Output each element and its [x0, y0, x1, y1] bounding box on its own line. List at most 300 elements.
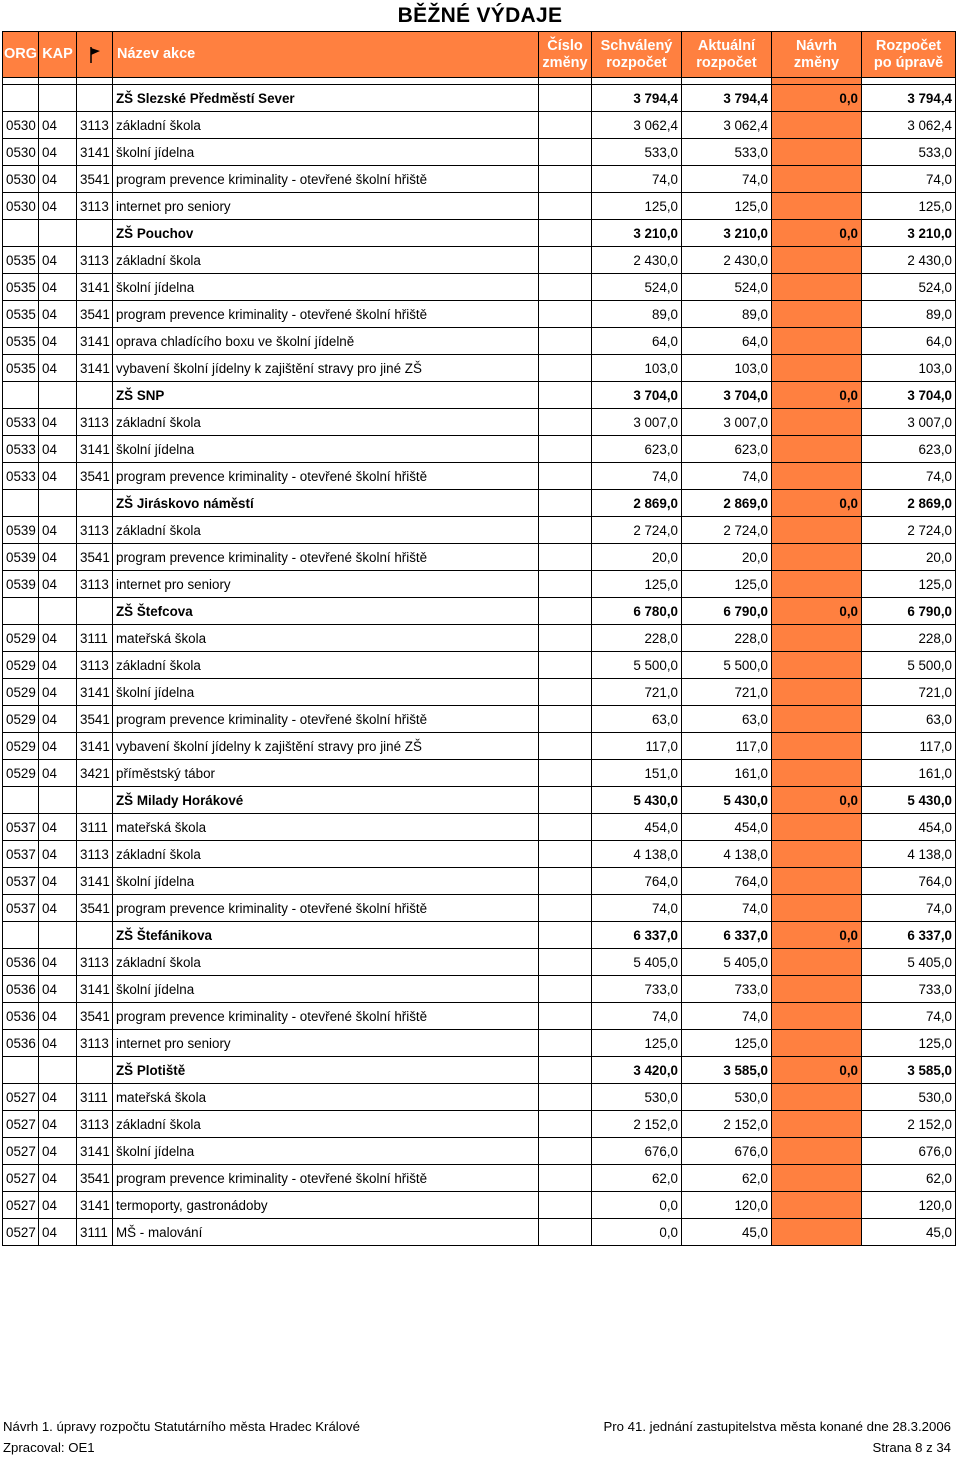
- name-cell: MŠ - malování: [113, 1219, 539, 1246]
- navrh-zmeny-cell: [772, 166, 862, 193]
- name-cell: ZŠ Štefcova: [113, 598, 539, 625]
- paragraf-cell: [77, 85, 113, 112]
- table-row: [3, 1219, 956, 1246]
- org-cell: 0529: [3, 706, 39, 733]
- name-cell: oprava chladícího boxu ve školní jídelně: [113, 328, 539, 355]
- schvaleny-cell: 3 062,4: [592, 112, 682, 139]
- paragraf-cell: 3113: [77, 841, 113, 868]
- rozpocet-po-uprave-cell: 3 062,4: [862, 112, 956, 139]
- aktualni-cell: 125,0: [682, 193, 772, 220]
- org-cell: 0536: [3, 1030, 39, 1057]
- navrh-zmeny-cell: [772, 895, 862, 922]
- rozpocet-po-uprave-cell: 4 138,0: [862, 841, 956, 868]
- kap-cell: 04: [39, 571, 77, 598]
- org-cell: 0539: [3, 571, 39, 598]
- name-cell: příměstský tábor: [113, 760, 539, 787]
- cislo-zmeny-cell: [539, 274, 592, 301]
- navrh-zmeny-cell: [772, 1084, 862, 1111]
- navrh-zmeny-cell: [772, 1192, 862, 1219]
- paragraf-cell: [77, 787, 113, 814]
- org-cell: [3, 490, 39, 517]
- paragraf-cell: 3111: [77, 1219, 113, 1246]
- cislo-zmeny-cell: [539, 976, 592, 1003]
- name-cell: ZŠ Štefánikova: [113, 922, 539, 949]
- aktualni-cell: 721,0: [682, 679, 772, 706]
- cislo-zmeny-cell: [539, 220, 592, 247]
- table-row: [3, 139, 956, 166]
- table-row: [3, 409, 956, 436]
- org-cell: 0537: [3, 895, 39, 922]
- name-cell: základní škola: [113, 517, 539, 544]
- schvaleny-cell: 676,0: [592, 1138, 682, 1165]
- navrh-zmeny-cell: [772, 355, 862, 382]
- schvaleny-cell: 74,0: [592, 166, 682, 193]
- table-row: [3, 652, 956, 679]
- rozpocet-po-uprave-cell: 89,0: [862, 301, 956, 328]
- schvaleny-cell: 5 430,0: [592, 787, 682, 814]
- schvaleny-cell: 64,0: [592, 328, 682, 355]
- cislo-zmeny-cell: [539, 1030, 592, 1057]
- aktualni-cell: 117,0: [682, 733, 772, 760]
- navrh-zmeny-cell: [772, 733, 862, 760]
- kap-cell: [39, 490, 77, 517]
- schvaleny-cell: 63,0: [592, 706, 682, 733]
- kap-cell: [39, 220, 77, 247]
- paragraf-cell: 3113: [77, 652, 113, 679]
- kap-cell: 04: [39, 679, 77, 706]
- aktualni-cell: 4 138,0: [682, 841, 772, 868]
- kap-cell: [39, 787, 77, 814]
- kap-cell: [39, 598, 77, 625]
- navrh-zmeny-cell: [772, 139, 862, 166]
- rozpocet-po-uprave-cell: 74,0: [862, 463, 956, 490]
- table-row: [3, 895, 956, 922]
- name-cell: základní škola: [113, 841, 539, 868]
- rozpocet-po-uprave-cell: 2 869,0: [862, 490, 956, 517]
- cislo-zmeny-cell: [539, 382, 592, 409]
- name-cell: internet pro seniory: [113, 193, 539, 220]
- navrh-zmeny-cell: [772, 571, 862, 598]
- cislo-zmeny-cell: [539, 1165, 592, 1192]
- table-row: [3, 112, 956, 139]
- paragraf-cell: 3541: [77, 301, 113, 328]
- name-cell: ZŠ Slezské Předměstí Sever: [113, 85, 539, 112]
- aktualni-cell: 6 337,0: [682, 922, 772, 949]
- schvaleny-cell: 6 780,0: [592, 598, 682, 625]
- paragraf-cell: 3541: [77, 1003, 113, 1030]
- navrh-zmeny-cell: [772, 517, 862, 544]
- table-row: [3, 706, 956, 733]
- kap-cell: 04: [39, 814, 77, 841]
- aktualni-cell: 3 210,0: [682, 220, 772, 247]
- org-cell: 0529: [3, 679, 39, 706]
- navrh-zmeny-cell: [772, 949, 862, 976]
- rozpocet-po-uprave-cell: 733,0: [862, 976, 956, 1003]
- table-row: [3, 625, 956, 652]
- name-cell: internet pro seniory: [113, 1030, 539, 1057]
- rozpocet-po-uprave-cell: 3 585,0: [862, 1057, 956, 1084]
- aktualni-cell: 5 500,0: [682, 652, 772, 679]
- org-cell: 0533: [3, 463, 39, 490]
- org-cell: [3, 922, 39, 949]
- kap-cell: 04: [39, 463, 77, 490]
- rozpocet-po-uprave-cell: 5 405,0: [862, 949, 956, 976]
- schvaleny-cell: 2 869,0: [592, 490, 682, 517]
- paragraf-cell: 3113: [77, 112, 113, 139]
- kap-cell: 04: [39, 517, 77, 544]
- kap-cell: [39, 922, 77, 949]
- navrh-zmeny-cell: 0,0: [772, 382, 862, 409]
- org-cell: 0529: [3, 733, 39, 760]
- rozpocet-po-uprave-cell: 764,0: [862, 868, 956, 895]
- navrh-zmeny-cell: [772, 193, 862, 220]
- table-row: [3, 1111, 956, 1138]
- aktualni-cell: 228,0: [682, 625, 772, 652]
- aktualni-cell: 63,0: [682, 706, 772, 733]
- kap-cell: 04: [39, 355, 77, 382]
- name-cell: vybavení školní jídelny k zajištění stravy pro jiné ZŠ: [113, 733, 539, 760]
- rozpocet-po-uprave-cell: 533,0: [862, 139, 956, 166]
- paragraf-cell: [77, 1057, 113, 1084]
- table-row: [3, 1165, 956, 1192]
- cislo-zmeny-cell: [539, 598, 592, 625]
- aktualni-cell: 3 585,0: [682, 1057, 772, 1084]
- navrh-zmeny-cell: [772, 544, 862, 571]
- schvaleny-cell: 5 500,0: [592, 652, 682, 679]
- schvaleny-cell: 2 724,0: [592, 517, 682, 544]
- aktualni-cell: 45,0: [682, 1219, 772, 1246]
- aktualni-cell: 3 007,0: [682, 409, 772, 436]
- table-row: [3, 949, 956, 976]
- name-cell: ZŠ Pouchov: [113, 220, 539, 247]
- table-row: [3, 976, 956, 1003]
- kap-cell: 04: [39, 1084, 77, 1111]
- kap-cell: 04: [39, 868, 77, 895]
- header-aktualni: Aktuální rozpočet: [682, 32, 772, 78]
- org-cell: [3, 787, 39, 814]
- org-cell: 0533: [3, 436, 39, 463]
- name-cell: mateřská škola: [113, 814, 539, 841]
- org-cell: 0527: [3, 1192, 39, 1219]
- schvaleny-cell: 125,0: [592, 193, 682, 220]
- kap-cell: 04: [39, 733, 77, 760]
- kap-cell: 04: [39, 409, 77, 436]
- name-cell: školní jídelna: [113, 679, 539, 706]
- paragraf-cell: [77, 598, 113, 625]
- school-header-row: [3, 922, 956, 949]
- table-row: [3, 571, 956, 598]
- rozpocet-po-uprave-cell: 5 500,0: [862, 652, 956, 679]
- paragraf-cell: 3113: [77, 193, 113, 220]
- navrh-zmeny-cell: [772, 1219, 862, 1246]
- rozpocet-po-uprave-cell: 454,0: [862, 814, 956, 841]
- kap-cell: 04: [39, 976, 77, 1003]
- paragraf-cell: 3141: [77, 139, 113, 166]
- name-cell: základní škola: [113, 409, 539, 436]
- aktualni-cell: 20,0: [682, 544, 772, 571]
- name-cell: školní jídelna: [113, 274, 539, 301]
- name-cell: školní jídelna: [113, 976, 539, 1003]
- cislo-zmeny-cell: [539, 760, 592, 787]
- cislo-zmeny-cell: [539, 247, 592, 274]
- kap-cell: 04: [39, 544, 77, 571]
- aktualni-cell: 125,0: [682, 1030, 772, 1057]
- footer-author: Zpracoval: OE1: [3, 1440, 95, 1455]
- navrh-zmeny-cell: [772, 760, 862, 787]
- aktualni-cell: 125,0: [682, 571, 772, 598]
- aktualni-cell: 676,0: [682, 1138, 772, 1165]
- header-navrh: Návrh změny: [772, 32, 862, 78]
- aktualni-cell: 74,0: [682, 1003, 772, 1030]
- rozpocet-po-uprave-cell: 74,0: [862, 1003, 956, 1030]
- org-cell: 0536: [3, 976, 39, 1003]
- name-cell: ZŠ SNP: [113, 382, 539, 409]
- paragraf-cell: 3541: [77, 463, 113, 490]
- schvaleny-cell: 62,0: [592, 1165, 682, 1192]
- name-cell: mateřská škola: [113, 1084, 539, 1111]
- table-row: [3, 733, 956, 760]
- cislo-zmeny-cell: [539, 139, 592, 166]
- navrh-zmeny-cell: [772, 274, 862, 301]
- rozpocet-po-uprave-cell: 2 430,0: [862, 247, 956, 274]
- cislo-zmeny-cell: [539, 1111, 592, 1138]
- rozpocet-po-uprave-cell: 45,0: [862, 1219, 956, 1246]
- cislo-zmeny-cell: [539, 814, 592, 841]
- cislo-zmeny-cell: [539, 841, 592, 868]
- cislo-zmeny-cell: [539, 166, 592, 193]
- cislo-zmeny-cell: [539, 949, 592, 976]
- header-kap: KAP: [39, 32, 77, 78]
- cislo-zmeny-cell: [539, 625, 592, 652]
- aktualni-cell: 454,0: [682, 814, 772, 841]
- org-cell: 0527: [3, 1111, 39, 1138]
- paragraf-cell: 3113: [77, 949, 113, 976]
- navrh-zmeny-cell: [772, 1111, 862, 1138]
- cislo-zmeny-cell: [539, 571, 592, 598]
- org-cell: 0535: [3, 274, 39, 301]
- kap-cell: 04: [39, 1192, 77, 1219]
- org-cell: 0537: [3, 841, 39, 868]
- table-row: [3, 355, 956, 382]
- cislo-zmeny-cell: [539, 1003, 592, 1030]
- org-cell: 0535: [3, 328, 39, 355]
- navrh-zmeny-cell: [772, 625, 862, 652]
- table-row: [3, 814, 956, 841]
- cislo-zmeny-cell: [539, 85, 592, 112]
- budget-table: [2, 31, 956, 1246]
- navrh-zmeny-cell: [772, 652, 862, 679]
- schvaleny-cell: 530,0: [592, 1084, 682, 1111]
- navrh-zmeny-cell: [772, 1165, 862, 1192]
- rozpocet-po-uprave-cell: 125,0: [862, 571, 956, 598]
- table-row: [3, 841, 956, 868]
- header-org: ORG: [3, 32, 39, 78]
- aktualni-cell: 74,0: [682, 166, 772, 193]
- paragraf-cell: 3141: [77, 976, 113, 1003]
- name-cell: internet pro seniory: [113, 571, 539, 598]
- org-cell: 0539: [3, 517, 39, 544]
- paragraf-cell: 3113: [77, 1030, 113, 1057]
- kap-cell: 04: [39, 1003, 77, 1030]
- table-row: [3, 679, 956, 706]
- org-cell: 0537: [3, 868, 39, 895]
- paragraf-cell: 3141: [77, 355, 113, 382]
- navrh-zmeny-cell: [772, 814, 862, 841]
- aktualni-cell: 533,0: [682, 139, 772, 166]
- rozpocet-po-uprave-cell: 62,0: [862, 1165, 956, 1192]
- name-cell: program prevence kriminality - otevřené školní hřiště: [113, 166, 539, 193]
- navrh-zmeny-cell: [772, 409, 862, 436]
- table-row: [3, 193, 956, 220]
- navrh-zmeny-cell: [772, 1030, 862, 1057]
- navrh-zmeny-cell: [772, 1138, 862, 1165]
- page-title: BĚŽNÉ VÝDAJE: [397, 4, 563, 27]
- paragraf-cell: 3141: [77, 436, 113, 463]
- aktualni-cell: 120,0: [682, 1192, 772, 1219]
- rozpocet-po-uprave-cell: 125,0: [862, 1030, 956, 1057]
- table-row: [3, 517, 956, 544]
- rozpocet-po-uprave-cell: 3 210,0: [862, 220, 956, 247]
- table-row: [3, 544, 956, 571]
- schvaleny-cell: 454,0: [592, 814, 682, 841]
- paragraf-cell: 3541: [77, 1165, 113, 1192]
- navrh-zmeny-cell: [772, 841, 862, 868]
- kap-cell: 04: [39, 301, 77, 328]
- rozpocet-po-uprave-cell: 125,0: [862, 193, 956, 220]
- aktualni-cell: 623,0: [682, 436, 772, 463]
- navrh-zmeny-cell: 0,0: [772, 85, 862, 112]
- rozpocet-po-uprave-cell: 2 152,0: [862, 1111, 956, 1138]
- org-cell: [3, 85, 39, 112]
- name-cell: program prevence kriminality - otevřené školní hřiště: [113, 895, 539, 922]
- name-cell: vybavení školní jídelny k zajištění stravy pro jiné ZŠ: [113, 355, 539, 382]
- table-row: [3, 1192, 956, 1219]
- name-cell: základní škola: [113, 112, 539, 139]
- navrh-zmeny-cell: [772, 463, 862, 490]
- kap-cell: 04: [39, 436, 77, 463]
- rozpocet-po-uprave-cell: 676,0: [862, 1138, 956, 1165]
- cislo-zmeny-cell: [539, 112, 592, 139]
- paragraf-cell: 3541: [77, 166, 113, 193]
- schvaleny-cell: 3 007,0: [592, 409, 682, 436]
- org-cell: [3, 382, 39, 409]
- schvaleny-cell: 89,0: [592, 301, 682, 328]
- schvaleny-cell: 125,0: [592, 1030, 682, 1057]
- navrh-zmeny-cell: 0,0: [772, 922, 862, 949]
- cislo-zmeny-cell: [539, 355, 592, 382]
- org-cell: [3, 220, 39, 247]
- rozpocet-po-uprave-cell: 64,0: [862, 328, 956, 355]
- paragraf-cell: 3111: [77, 625, 113, 652]
- schvaleny-cell: 117,0: [592, 733, 682, 760]
- name-cell: školní jídelna: [113, 1138, 539, 1165]
- kap-cell: 04: [39, 1138, 77, 1165]
- table-row: [3, 301, 956, 328]
- schvaleny-cell: 2 152,0: [592, 1111, 682, 1138]
- aktualni-cell: 161,0: [682, 760, 772, 787]
- org-cell: [3, 598, 39, 625]
- navrh-zmeny-cell: [772, 436, 862, 463]
- schvaleny-cell: 74,0: [592, 895, 682, 922]
- cislo-zmeny-cell: [539, 787, 592, 814]
- cislo-zmeny-cell: [539, 652, 592, 679]
- kap-cell: 04: [39, 193, 77, 220]
- rozpocet-po-uprave-cell: 6 337,0: [862, 922, 956, 949]
- aktualni-cell: 5 405,0: [682, 949, 772, 976]
- name-cell: program prevence kriminality - otevřené školní hřiště: [113, 544, 539, 571]
- aktualni-cell: 764,0: [682, 868, 772, 895]
- aktualni-cell: 2 869,0: [682, 490, 772, 517]
- name-cell: školní jídelna: [113, 436, 539, 463]
- cislo-zmeny-cell: [539, 193, 592, 220]
- table-row: [3, 760, 956, 787]
- kap-cell: 04: [39, 274, 77, 301]
- schvaleny-cell: 151,0: [592, 760, 682, 787]
- aktualni-cell: 3 062,4: [682, 112, 772, 139]
- name-cell: základní škola: [113, 652, 539, 679]
- aktualni-cell: 103,0: [682, 355, 772, 382]
- kap-cell: 04: [39, 949, 77, 976]
- table-row: [3, 274, 956, 301]
- kap-cell: 04: [39, 841, 77, 868]
- cislo-zmeny-cell: [539, 1084, 592, 1111]
- school-header-row: [3, 598, 956, 625]
- schvaleny-cell: 103,0: [592, 355, 682, 382]
- paragraf-cell: 3111: [77, 814, 113, 841]
- cislo-zmeny-cell: [539, 1138, 592, 1165]
- schvaleny-cell: 20,0: [592, 544, 682, 571]
- navrh-zmeny-cell: 0,0: [772, 1057, 862, 1084]
- school-header-row: [3, 382, 956, 409]
- navrh-zmeny-cell: [772, 679, 862, 706]
- name-cell: ZŠ Jiráskovo náměstí: [113, 490, 539, 517]
- name-cell: ZŠ Plotiště: [113, 1057, 539, 1084]
- rozpocet-po-uprave-cell: 3 007,0: [862, 409, 956, 436]
- name-cell: ZŠ Milady Horákové: [113, 787, 539, 814]
- navrh-zmeny-cell: [772, 868, 862, 895]
- school-header-row: [3, 787, 956, 814]
- rozpocet-po-uprave-cell: 103,0: [862, 355, 956, 382]
- kap-cell: 04: [39, 328, 77, 355]
- kap-cell: 04: [39, 760, 77, 787]
- navrh-zmeny-cell: 0,0: [772, 787, 862, 814]
- org-cell: 0527: [3, 1084, 39, 1111]
- rozpocet-po-uprave-cell: 3 794,4: [862, 85, 956, 112]
- name-cell: školní jídelna: [113, 139, 539, 166]
- schvaleny-cell: 733,0: [592, 976, 682, 1003]
- cislo-zmeny-cell: [539, 517, 592, 544]
- schvaleny-cell: 721,0: [592, 679, 682, 706]
- aktualni-cell: 74,0: [682, 895, 772, 922]
- rozpocet-po-uprave-cell: 6 790,0: [862, 598, 956, 625]
- paragraf-cell: 3113: [77, 517, 113, 544]
- header-cislo: Číslo změny: [539, 32, 592, 78]
- cislo-zmeny-cell: [539, 1219, 592, 1246]
- table-row: [3, 463, 956, 490]
- header-nazev: Název akce: [113, 32, 539, 78]
- schvaleny-cell: 3 420,0: [592, 1057, 682, 1084]
- rozpocet-po-uprave-cell: 2 724,0: [862, 517, 956, 544]
- rozpocet-po-uprave-cell: 3 704,0: [862, 382, 956, 409]
- table-row: [3, 1138, 956, 1165]
- name-cell: program prevence kriminality - otevřené školní hřiště: [113, 301, 539, 328]
- kap-cell: 04: [39, 139, 77, 166]
- name-cell: základní škola: [113, 949, 539, 976]
- header-rozpocet: Rozpočet po úpravě: [862, 32, 956, 78]
- aktualni-cell: 3 704,0: [682, 382, 772, 409]
- navrh-zmeny-cell: 0,0: [772, 220, 862, 247]
- schvaleny-cell: 764,0: [592, 868, 682, 895]
